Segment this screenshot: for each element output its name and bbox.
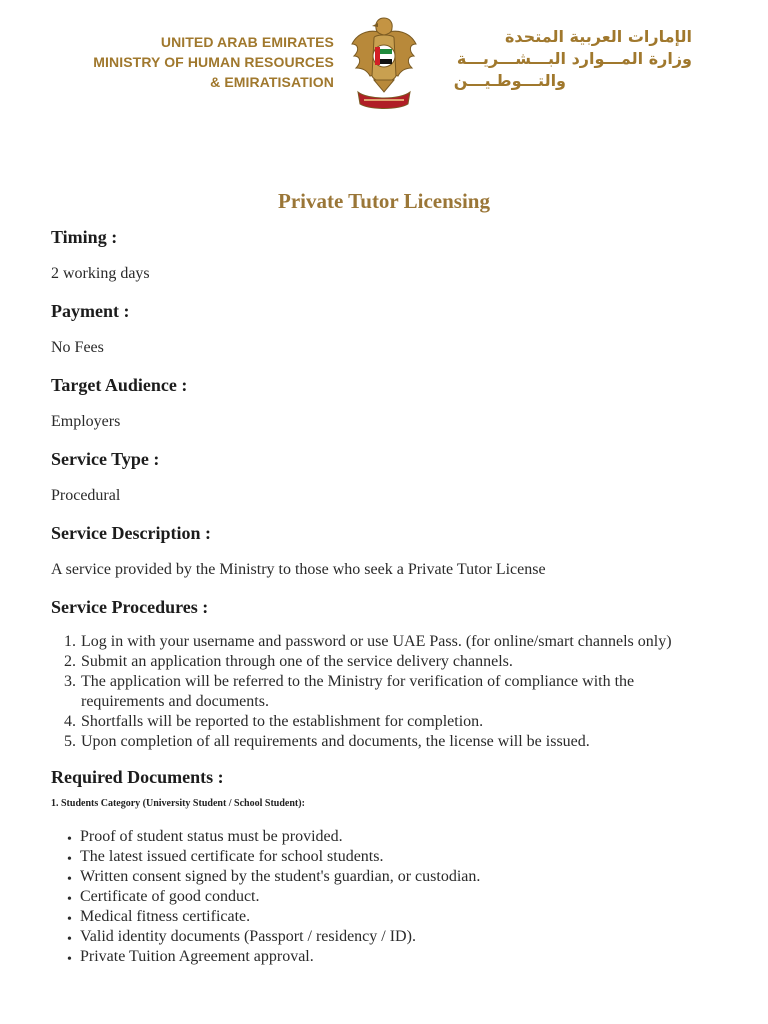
page-title: Private Tutor Licensing xyxy=(278,189,490,213)
service-type-heading: Service Type : xyxy=(51,449,160,469)
service-description-value: A service provided by the Ministry to those who seek a Private Tutor License xyxy=(51,561,546,578)
ministry-name-arabic xyxy=(432,26,692,92)
service-procedures-heading: Service Procedures : xyxy=(51,597,209,617)
document-body xyxy=(51,226,711,967)
english-line-3: & EMIRATISATION xyxy=(210,74,334,90)
procedure-step: 1. Log in with your username and password or use UAE Pass. (for online/smart channels only) xyxy=(80,632,711,652)
target-audience-value: Employers xyxy=(51,413,121,430)
target-audience-heading: Target Audience : xyxy=(51,375,188,395)
timing-heading: Timing : xyxy=(51,227,118,247)
required-documents-list xyxy=(51,827,711,967)
document-item: • The latest issued certificate for school students. xyxy=(80,847,711,867)
document-item: • Written consent signed by the student's guardian, or custodian. xyxy=(80,867,711,887)
procedure-step: 2. Submit an application through one of the service delivery channels. xyxy=(80,652,711,672)
procedure-list xyxy=(51,632,711,752)
procedure-step: 3. The application will be referred to the Ministry for verification of compliance with the requirements and documents. xyxy=(80,672,711,712)
payment-value: No Fees xyxy=(51,339,104,356)
uae-falcon-emblem-icon xyxy=(348,14,420,110)
procedure-step: 4. Shortfalls will be reported to the establishment for completion. xyxy=(80,712,711,732)
document-item: • Private Tuition Agreement approval. xyxy=(80,947,711,967)
english-line-1: UNITED ARAB EMIRATES xyxy=(160,34,334,50)
document-item: • Proof of student status must be provided. xyxy=(80,827,711,847)
arabic-line-3: والتـــوطـيـــن xyxy=(453,71,566,90)
ministry-name-english xyxy=(93,32,334,92)
document-item: • Certificate of good conduct. xyxy=(80,887,711,907)
required-documents-heading: Required Documents : xyxy=(51,767,224,787)
document-item: • Valid identity documents (Passport / residency / ID). xyxy=(80,927,711,947)
service-type-value: Procedural xyxy=(51,487,121,504)
students-category-label: 1. Students Category (University Student / School Student): xyxy=(51,798,305,809)
document-item: • Medical fitness certificate. xyxy=(80,907,711,927)
ministry-header xyxy=(0,14,768,114)
english-line-2: MINISTRY OF HUMAN RESOURCES xyxy=(93,54,334,70)
arabic-line-1: الإمارات العربية المتحدة xyxy=(504,27,692,46)
service-description-heading: Service Description : xyxy=(51,523,211,543)
arabic-line-2: وزارة المـــوارد البـــشـــريـــة xyxy=(456,49,692,68)
timing-value: 2 working days xyxy=(51,265,150,282)
procedure-step: 5. Upon completion of all requirements and documents, the license will be issued. xyxy=(80,732,711,752)
payment-heading: Payment : xyxy=(51,301,130,321)
